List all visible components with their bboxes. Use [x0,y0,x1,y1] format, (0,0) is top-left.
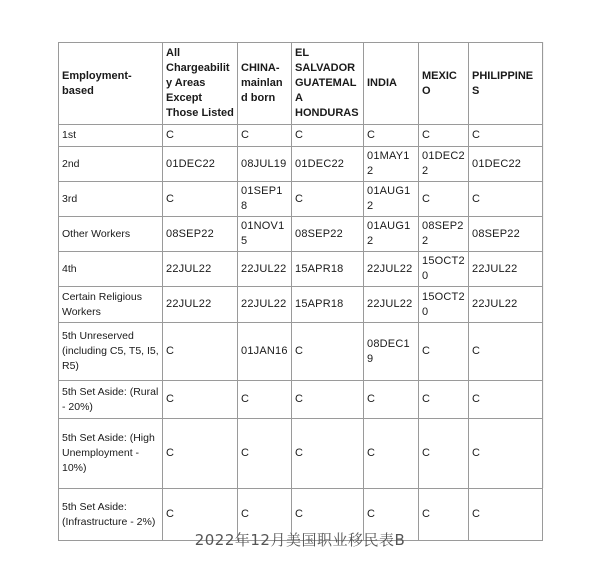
table-cell: C [163,419,238,489]
row-label: 2nd [59,147,163,182]
row-label: 3rd [59,182,163,217]
table-row [59,182,543,217]
table-cell: C [364,125,419,147]
table-cell: 08JUL19 [238,147,292,182]
header-india: INDIA [364,43,419,125]
table-cell: 01DEC22 [163,147,238,182]
table-row [59,323,543,381]
table-cell: 01DEC22 [419,147,469,182]
table-cell: C [163,489,238,541]
table-cell: 01AUG12 [364,182,419,217]
table-cell: C [163,125,238,147]
table-cell: C [419,419,469,489]
table-cell: 22JUL22 [163,287,238,323]
table-cell: C [469,419,543,489]
table-cell: C [163,381,238,419]
table-cell: C [292,419,364,489]
header-el-salvador-guatemala-honduras: EL SALVADOR GUATEMALA HONDURAS [292,43,364,125]
row-label: 4th [59,252,163,287]
header-row [59,43,543,125]
header-mexico: MEXICO [419,43,469,125]
table-cell: 22JUL22 [469,287,543,323]
table-cell: C [469,125,543,147]
table-cell: 22JUL22 [163,252,238,287]
table-cell: 08SEP22 [292,217,364,252]
table-cell: C [163,182,238,217]
table-row [59,147,543,182]
header-employment-based: Employment-based [59,43,163,125]
table-row [59,287,543,323]
table-cell: C [292,489,364,541]
table-cell: C [419,125,469,147]
table-cell: 08SEP22 [419,217,469,252]
table-cell: 01DEC22 [292,147,364,182]
table-cell: C [163,323,238,381]
table-row [59,381,543,419]
row-label: Certain Religious Workers [59,287,163,323]
table-cell: C [364,419,419,489]
header-all-chargeability: All Chargeability Areas Except Those Listed [163,43,238,125]
table-cell: C [469,381,543,419]
table-cell: 22JUL22 [364,287,419,323]
table-cell: 22JUL22 [469,252,543,287]
table-row [59,252,543,287]
table-cell: C [469,489,543,541]
table-row [59,217,543,252]
table-cell: 01MAY12 [364,147,419,182]
table-body [59,125,543,541]
table-cell: 01SEP18 [238,182,292,217]
image-caption: 2022年12月美国职业移民表B [194,531,406,549]
table-cell: C [238,125,292,147]
table-cell: C [364,489,419,541]
header-philippines: PHILIPPINES [469,43,543,125]
visa-bulletin-table [58,42,543,541]
header-china: CHINA-mainland born [238,43,292,125]
table-cell: C [292,125,364,147]
table-cell: 08DEC19 [364,323,419,381]
table-cell: C [419,489,469,541]
table-cell: 22JUL22 [364,252,419,287]
table-row [59,125,543,147]
row-label: 5th Set Aside: (Infrastructure - 2%) [59,489,163,541]
table-cell: 15APR18 [292,287,364,323]
table-cell: C [419,381,469,419]
table-cell: C [469,182,543,217]
table-cell: C [238,381,292,419]
table-cell: 01DEC22 [469,147,543,182]
row-label: 1st [59,125,163,147]
table-cell: 15OCT20 [419,287,469,323]
table-cell: 08SEP22 [469,217,543,252]
table-cell: 15APR18 [292,252,364,287]
row-label: 5th Unreserved (including C5, T5, I5, R5) [59,323,163,381]
table-cell: C [238,489,292,541]
table-cell: C [364,381,419,419]
table-cell: 01JAN16 [238,323,292,381]
table-cell: 22JUL22 [238,287,292,323]
table-cell: C [238,419,292,489]
row-label: Other Workers [59,217,163,252]
table-cell: 15OCT20 [419,252,469,287]
table-card [58,42,544,528]
table-cell: C [292,381,364,419]
table-cell: C [292,182,364,217]
row-label: 5th Set Aside: (Rural - 20%) [59,381,163,419]
table-cell: C [469,323,543,381]
table-cell: 22JUL22 [238,252,292,287]
table-cell: C [419,323,469,381]
table-cell: 01NOV15 [238,217,292,252]
table-cell: C [292,323,364,381]
table-cell: C [419,182,469,217]
table-row [59,419,543,489]
row-label: 5th Set Aside: (High Unemployment - 10%) [59,419,163,489]
table-cell: 08SEP22 [163,217,238,252]
table-cell: 01AUG12 [364,217,419,252]
